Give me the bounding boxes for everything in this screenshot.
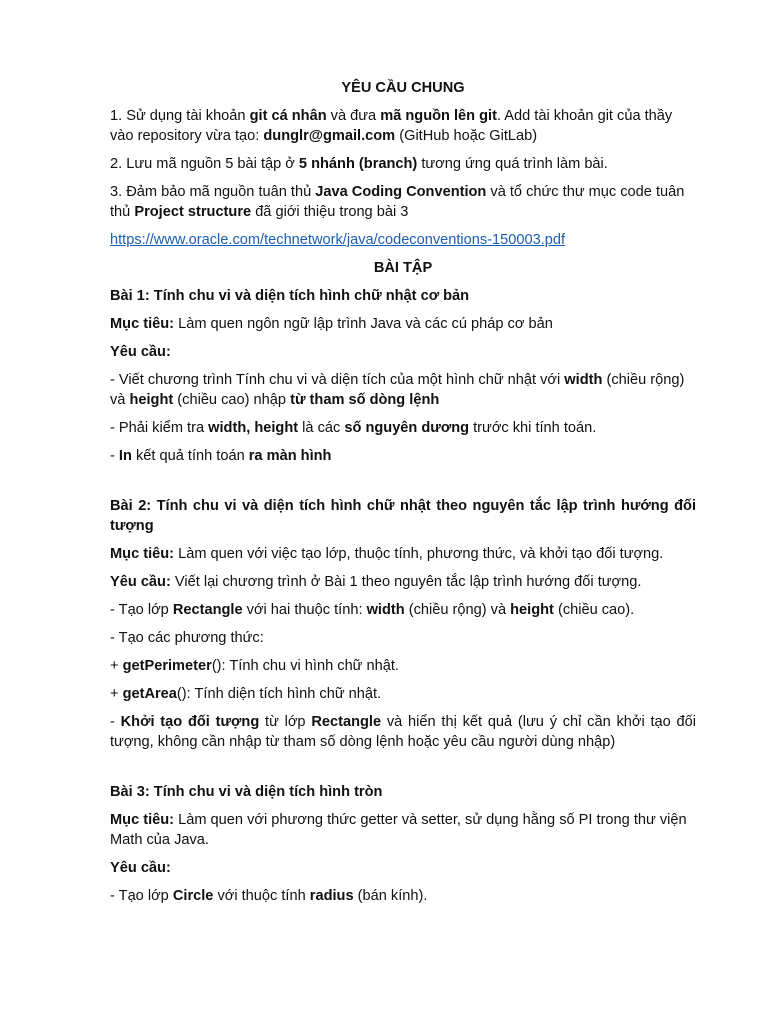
exercise-1-req-line-2: - Phải kiểm tra width, height là các số nguyên dương trước khi tính toán. — [110, 420, 597, 436]
section-spacer — [110, 760, 696, 782]
section-spacer — [110, 474, 696, 496]
exercise-2-title: Bài 2: Tính chu vi và diện tích hình chữ nhật theo nguyên tắc lập trình hướng đối tượng — [110, 498, 696, 534]
exercise-1-goal: Mục tiêu: Làm quen ngôn ngữ lập trình Java và các cú pháp cơ bản — [110, 316, 553, 332]
exercise-1-req-line-3: - In kết quả tính toán ra màn hình — [110, 448, 332, 464]
exercises-heading: BÀI TẬP — [373, 260, 433, 276]
exercise-2-req-line-5: - Khởi tạo đối tượng từ lớp Rectangle và hiển thị kết quả (lưu ý chỉ cần khởi tạo đối tượng, không cần nhập từ tham số dòng lệnh hoặc yêu cầu người dùng nhập) — [110, 714, 697, 750]
exercise-2-req-line-4: + getArea(): Tính diện tích hình chữ nhật. — [110, 686, 382, 702]
exercise-3-goal: Mục tiêu: Làm quen với phương thức getter và setter, sử dụng hằng số PI trong thư viện Math của Java. — [110, 812, 687, 848]
exercise-1-title: Bài 1: Tính chu vi và diện tích hình chữ nhật cơ bản — [110, 288, 470, 304]
exercise-1-req-line-1: - Viết chương trình Tính chu vi và diện tích của một hình chữ nhật với width (chiều rộng) và height (chiều cao) nhập từ tham số dòng lệnh — [110, 372, 685, 408]
exercise-1-requirements-label: Yêu cầu: — [110, 344, 171, 360]
code-conventions-link[interactable]: https://www.oracle.com/technetwork/java/codeconventions-150003.pdf — [110, 232, 566, 248]
exercise-3-title: Bài 3: Tính chu vi và diện tích hình tròn — [110, 784, 383, 800]
exercise-2-requirements: Yêu cầu: Viết lại chương trình ở Bài 1 theo nguyên tắc lập trình hướng đối tượng. — [110, 574, 642, 590]
exercise-3-req-line-1: - Tạo lớp Circle với thuộc tính radius (bán kính). — [110, 888, 428, 904]
general-item-3: 3. Đảm bảo mã nguồn tuân thủ Java Coding Convention và tổ chức thư mục code tuân thủ Project structure đã giới thiệu trong bài 3 — [110, 184, 685, 220]
general-item-1: 1. Sử dụng tài khoản git cá nhân và đưa mã nguồn lên git. Add tài khoản git của thầy vào repository vừa tạo: dunglr@gmail.com (GitHub hoặc GitLab) — [110, 108, 673, 144]
exercise-2-req-line-2: - Tạo các phương thức: — [110, 630, 264, 646]
exercise-2-req-line-3: + getPerimeter(): Tính chu vi hình chữ nhật. — [110, 658, 399, 674]
exercise-2-goal: Mục tiêu: Làm quen với việc tạo lớp, thuộc tính, phương thức, và khởi tạo đối tượng. — [110, 546, 664, 562]
exercise-3-requirements-label: Yêu cầu: — [110, 860, 171, 876]
exercise-2-req-line-1: - Tạo lớp Rectangle với hai thuộc tính: width (chiều rộng) và height (chiều cao). — [110, 602, 635, 618]
general-item-2: 2. Lưu mã nguồn 5 bài tập ở 5 nhánh (branch) tương ứng quá trình làm bài. — [110, 156, 608, 172]
general-requirements-heading: YÊU CẦU CHUNG — [341, 80, 465, 96]
